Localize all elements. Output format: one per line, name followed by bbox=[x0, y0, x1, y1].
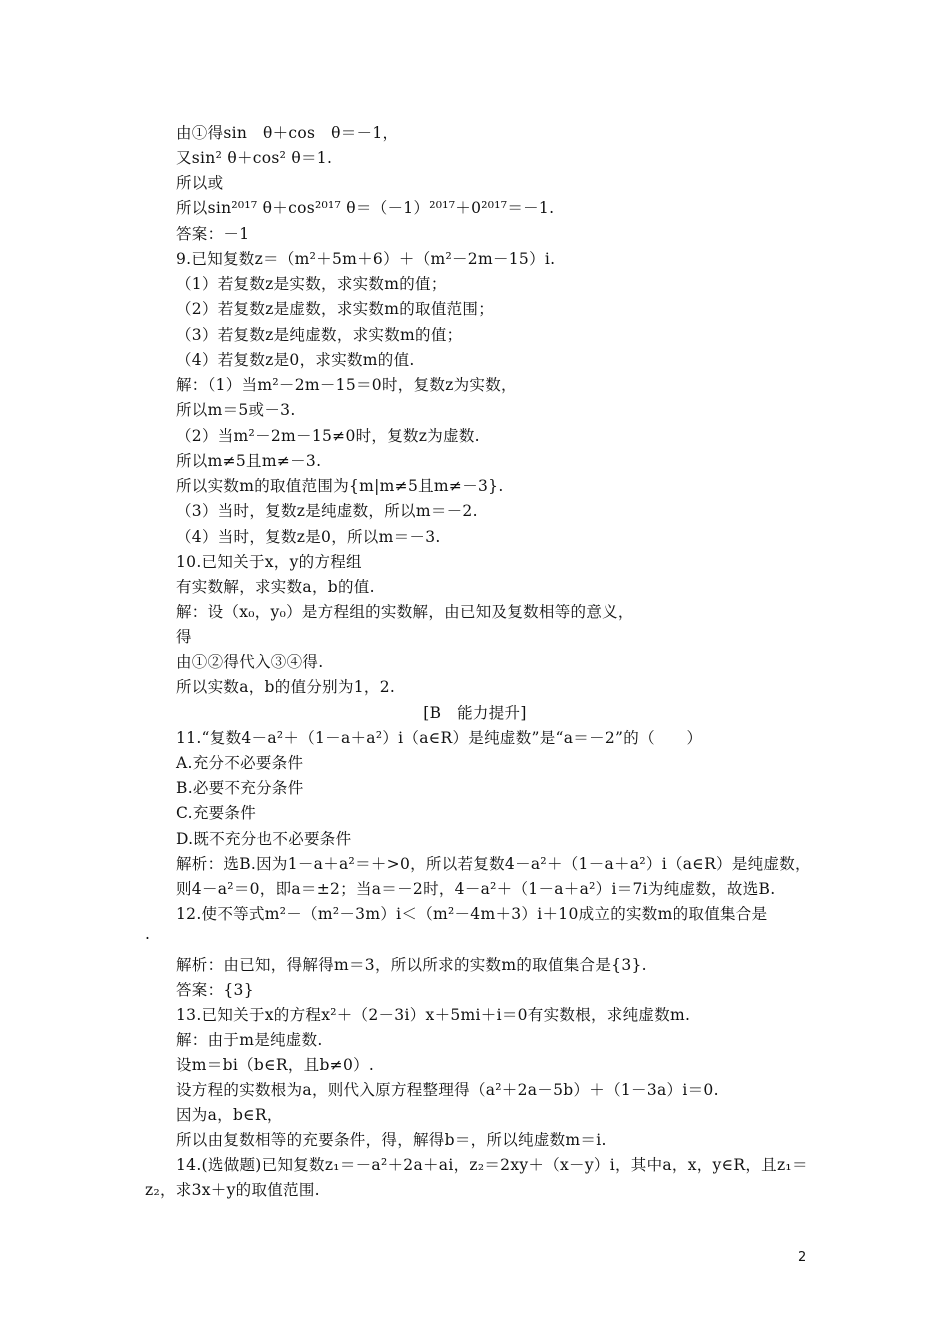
text-line: 解：（1）当m²－2m－15＝0时，复数z为实数， bbox=[176, 376, 517, 394]
text-line: 由①得sin θ＋cos θ＝－1， bbox=[176, 124, 399, 142]
text-line: 所以或 bbox=[176, 174, 224, 192]
option-c: C.充要条件 bbox=[176, 804, 257, 822]
text-line: （2）当m²－2m－15≠0时，复数z为虚数. bbox=[176, 427, 480, 445]
text-line: （4）若复数z是0，求实数m的值. bbox=[176, 351, 415, 369]
text-line: 解：设（x₀，y₀）是方程组的实数解，由已知及复数相等的意义， bbox=[176, 603, 634, 621]
text-line: 解析：选B.因为1－a＋a²＝＋>0，所以若复数4－a²＋（1－a＋a²）i（a∈R）是纯虚数， bbox=[176, 855, 811, 873]
text-line: 有实数解，求实数a，b的值. bbox=[176, 578, 375, 596]
text-line: 所以实数a，b的值分别为1，2. bbox=[176, 678, 396, 696]
section-heading: [B 能力提升] bbox=[423, 704, 527, 722]
text-line: 9.已知复数z＝（m²＋5m＋6）＋（m²－2m－15）i. bbox=[176, 250, 556, 268]
text-line: 得 bbox=[176, 628, 192, 646]
text-line: 又sin² θ＋cos² θ＝1. bbox=[176, 149, 333, 167]
text-line: （4）当时，复数z是0，所以m＝－3. bbox=[176, 528, 441, 546]
text-line: 答案：{3} bbox=[176, 981, 254, 999]
text-line: 则4－a²＝0，即a＝±2；当a＝－2时，4－a²＋（1－a＋a²）i＝7i为纯虚数，故选B. bbox=[176, 880, 776, 898]
text-line: 由①②得代入③④得. bbox=[176, 653, 324, 671]
text-line: （3）若复数z是纯虚数，求实数m的值； bbox=[176, 326, 463, 344]
text-line: 解：由于m是纯虚数. bbox=[176, 1031, 323, 1049]
text-line: 答案：－1 bbox=[176, 225, 250, 243]
text-line: 所以m＝5或－3. bbox=[176, 401, 296, 419]
text-line: 11.“复数4－a²＋（1－a＋a²）i（a∈R）是纯虚数”是“a＝－2”的（ ） bbox=[176, 729, 703, 747]
text-line: 所以m≠5且m≠－3. bbox=[176, 452, 322, 470]
text-line: . bbox=[145, 925, 151, 943]
option-d: D.既不充分也不必要条件 bbox=[176, 830, 352, 848]
option-a: A.充分不必要条件 bbox=[176, 754, 304, 772]
text-line: 10.已知关于x，y的方程组 bbox=[176, 553, 362, 571]
text-line: （2）若复数z是虚数，求实数m的取值范围； bbox=[176, 300, 495, 318]
text-line: 所以实数m的取值范围为{m|m≠5且m≠－3}. bbox=[176, 477, 504, 495]
text-line: 所以由复数相等的充要条件，得，解得b＝，所以纯虚数m＝i. bbox=[176, 1131, 607, 1149]
text-line: （3）当时，复数z是纯虚数，所以m＝－2. bbox=[176, 502, 478, 520]
text-line: 因为a，b∈R， bbox=[176, 1106, 283, 1124]
text-line: 12.使不等式m²－（m²－3m）i＜（m²－4m＋3）i＋10成立的实数m的取值集合是 bbox=[176, 905, 768, 923]
text-line: （1）若复数z是实数，求实数m的值； bbox=[176, 275, 447, 293]
text-line: z₂，求3x＋y的取值范围. bbox=[145, 1181, 320, 1199]
text-line: 14.(选做题)已知复数z₁＝－a²＋2a＋ai，z₂＝2xy＋（x－y）i，其中a，x，y∈R，且z₁＝ bbox=[176, 1156, 808, 1174]
option-b: B.必要不充分条件 bbox=[176, 779, 304, 797]
text-line: 解析：由已知，得解得m＝3，所以所求的实数m的取值集合是{3}. bbox=[176, 956, 647, 974]
text-line: 13.已知关于x的方程x²＋（2－3i）x＋5mi＋i＝0有实数根，求纯虚数m. bbox=[176, 1006, 691, 1024]
page-number: 2 bbox=[798, 1250, 807, 1265]
text-line: 设m＝bi（b∈R，且b≠0）. bbox=[176, 1056, 375, 1074]
text-line: 设方程的实数根为a，则代入原方程整理得（a²＋2a－5b）＋（1－3a）i＝0. bbox=[176, 1081, 719, 1099]
text-line: 所以sin²⁰¹⁷ θ＋cos²⁰¹⁷ θ＝（－1）²⁰¹⁷＋0²⁰¹⁷＝－1. bbox=[176, 199, 555, 217]
